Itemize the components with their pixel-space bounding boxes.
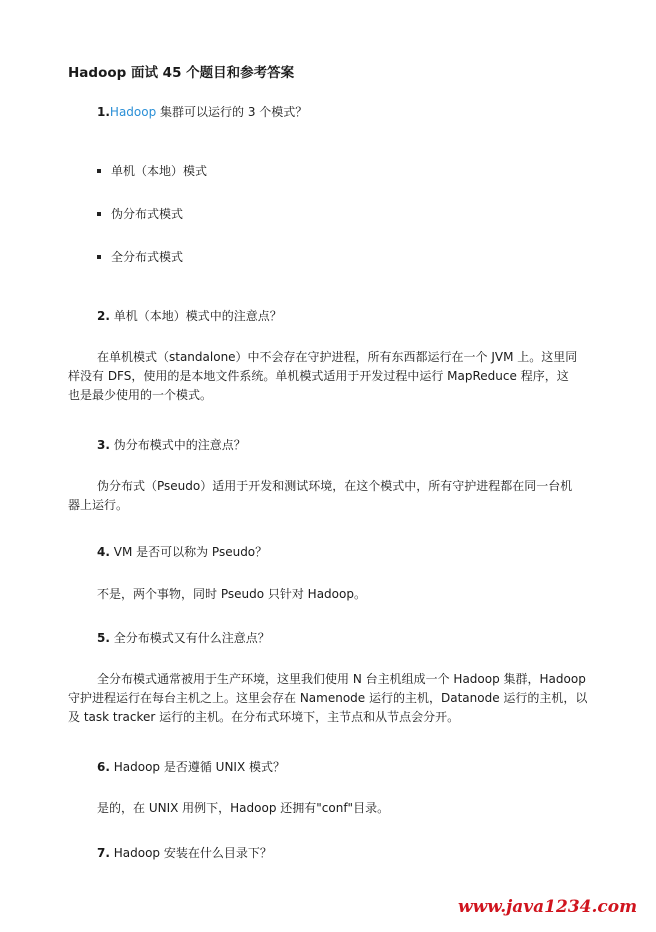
question-text: Hadoop 安装在什么目录下？ [109, 846, 272, 860]
question-number: 2. [97, 309, 110, 323]
question-2 [97, 307, 282, 324]
bullet-icon [97, 255, 101, 259]
question-7 [97, 844, 272, 861]
answer-3: 伪分布式（Pseudo）适用于开发和测试环境，在这个模式中，所有守护进程都在同一台机 器上运行。 [68, 479, 573, 512]
question-text: Hadoop 是否遵循 UNIX 模式？ [109, 760, 285, 774]
question-number: 7. [97, 846, 110, 860]
question-6 [97, 758, 285, 775]
question-number: 5. [97, 631, 110, 645]
question-text: 全分布模式又有什么注意点？ [109, 631, 270, 645]
question-4 [97, 543, 267, 560]
answer-2: 在单机模式（standalone）中不会存在守护进程，所有东西都运行在一个 JVM 上。这里同 样没有 DFS，使用的是本地文件系统。单机模式适用于开发过程中运行 MapReduce 程序，这 也是最少使用的一个模式。 [68, 350, 578, 402]
question-5 [97, 629, 270, 646]
question-text: 单机（本地）模式中的注意点？ [109, 309, 282, 323]
answer-4: 不是，两个事物，同时 Pseudo 只针对 Hadoop。 [97, 587, 366, 601]
question-number: 3. [97, 438, 110, 452]
list-item-mode-1: 单机（本地）模式 [97, 162, 207, 179]
list-item-mode-2: 伪分布式模式 [97, 205, 183, 222]
answer-6: 是的，在 UNIX 用例下，Hadoop 还拥有"conf"目录。 [97, 801, 390, 815]
site-watermark: www.java1234.com [458, 897, 638, 917]
list-item-mode-3: 全分布式模式 [97, 248, 183, 265]
hadoop-link[interactable]: Hadoop [109, 105, 157, 119]
question-number: 6. [97, 760, 110, 774]
question-number: 1. [97, 105, 110, 119]
question-1 [97, 103, 307, 120]
document-title: Hadoop 面试 45 个题目和参考答案 [68, 65, 295, 81]
question-text: VM 是否可以称为 Pseudo？ [109, 545, 268, 559]
question-text: 伪分布模式中的注意点？ [109, 438, 246, 452]
question-3 [97, 436, 246, 453]
bullet-icon [97, 169, 101, 173]
question-number: 4. [97, 545, 110, 559]
question-text: 集群可以运行的 3 个模式？ [156, 105, 308, 119]
answer-5: 全分布模式通常被用于生产环境，这里我们使用 N 台主机组成一个 Hadoop 集群，Hadoop 守护进程运行在每台主机之上。这里会存在 Namenode 运行的主机，Datanode 运行的主机，以 及 task tracker 运行的主机。在分布式环境下，主节点和从节点会分开。 [68, 672, 588, 724]
bullet-icon [97, 212, 101, 216]
